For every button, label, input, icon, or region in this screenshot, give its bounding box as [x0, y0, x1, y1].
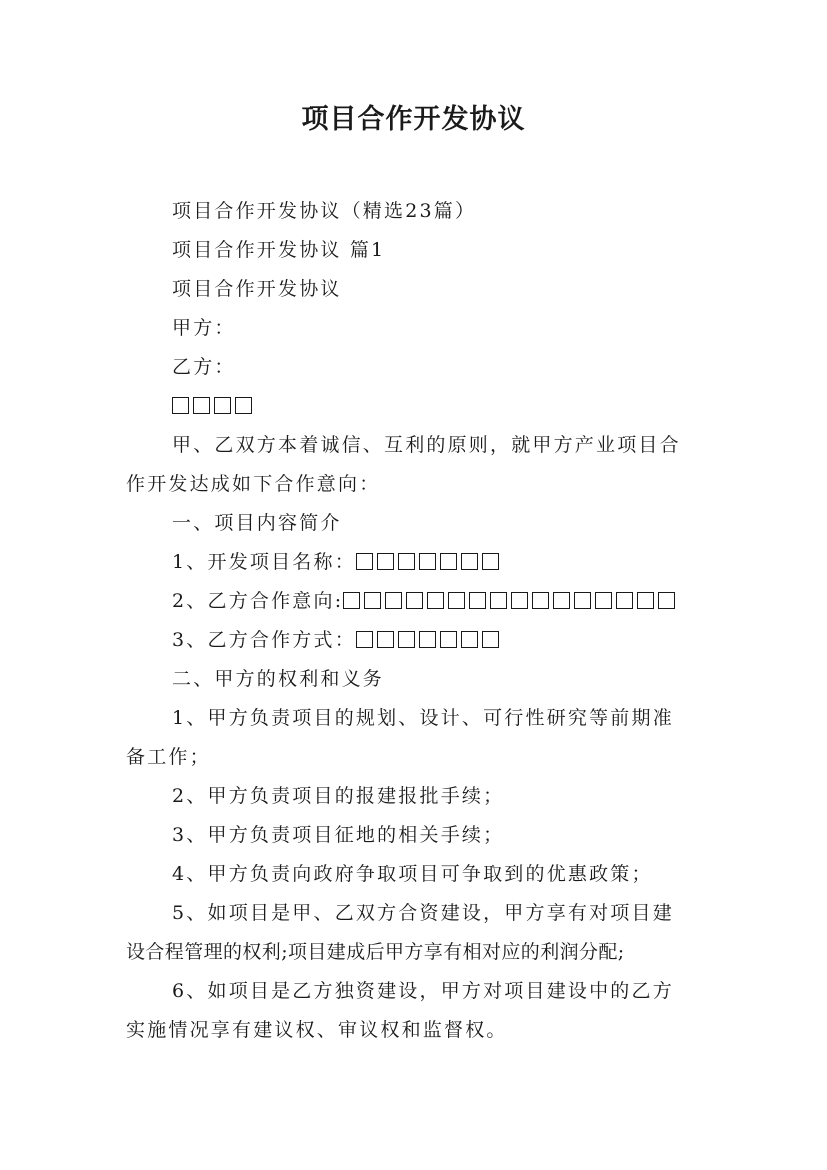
placeholder-box	[490, 592, 507, 609]
placeholder-box	[377, 553, 394, 570]
placeholder-boxes	[172, 393, 256, 419]
placeholder-boxes	[356, 549, 503, 575]
placeholder-box	[482, 553, 499, 570]
placeholder-box	[637, 592, 654, 609]
subtitle-line: 项目合作开发协议（精选23篇）	[172, 200, 477, 222]
party-b-line: 乙方：	[172, 356, 236, 378]
placeholder-box	[235, 397, 252, 414]
placeholder-box	[595, 592, 612, 609]
paragraph-line: 1、甲方负责项目的规划、设计、可行性研究等前期准	[172, 707, 674, 729]
placeholder-box	[658, 592, 675, 609]
placeholder-box	[461, 553, 478, 570]
paragraph-line: 2、甲方负责项目的报建报批手续；	[172, 785, 505, 807]
placeholder-box	[553, 592, 570, 609]
placeholder-box	[511, 592, 528, 609]
placeholder-box	[406, 592, 423, 609]
placeholder-box	[427, 592, 444, 609]
placeholder-box	[398, 553, 415, 570]
paragraph-line: 甲、乙双方本着诚信、互利的原则，就甲方产业项目合	[172, 434, 681, 456]
project-name-label: 1、开发项目名称：	[172, 551, 356, 573]
placeholder-box	[532, 592, 549, 609]
placeholder-box	[419, 553, 436, 570]
paragraph-line: 6、如项目是乙方独资建设，甲方对项目建设中的乙方	[172, 980, 674, 1002]
placeholder-boxes	[343, 588, 679, 614]
placeholder-box	[398, 631, 415, 648]
placeholder-box	[214, 397, 231, 414]
cooperation-intent-label: 2、乙方合作意向:	[172, 590, 344, 612]
paragraph-line: 备工作；	[126, 746, 211, 768]
placeholder-box	[469, 592, 486, 609]
project-name-line	[172, 549, 503, 575]
paragraph-line: 5、如项目是甲、乙双方合资建设，甲方享有对项目建	[172, 902, 674, 924]
placeholder-box	[356, 631, 373, 648]
section-heading-line: 一、项目内容简介	[172, 512, 342, 534]
document-title: 项目合作开发协议	[301, 104, 526, 135]
section-heading-line: 二、甲方的权利和义务	[172, 668, 385, 690]
placeholder-box	[440, 631, 457, 648]
placeholder-box	[574, 592, 591, 609]
placeholder-box	[616, 592, 633, 609]
placeholder-box	[461, 631, 478, 648]
paragraph-line: 3、甲方负责项目征地的相关手续；	[172, 824, 505, 846]
cooperation-mode-line	[172, 627, 503, 653]
cooperation-mode-label: 3、乙方合作方式：	[172, 629, 356, 651]
paragraph-line: 4、甲方负责向政府争取项目可争取到的优惠政策；	[172, 863, 653, 885]
placeholder-box	[193, 397, 210, 414]
placeholder-box	[385, 592, 402, 609]
placeholder-box	[419, 631, 436, 648]
placeholder-box	[482, 631, 499, 648]
paragraph-line: 实施情况享有建议权、审议权和监督权。	[126, 1019, 508, 1041]
paragraph-line: 设合程管理的权利;项目建成后甲方享有相对应的利润分配;	[126, 941, 625, 963]
agreement-name-line: 项目合作开发协议	[172, 278, 342, 300]
placeholder-box	[343, 592, 360, 609]
placeholder-boxes	[356, 627, 503, 653]
section-heading-line: 项目合作开发协议 篇1	[172, 239, 386, 261]
placeholder-box	[448, 592, 465, 609]
placeholder-box	[172, 397, 189, 414]
paragraph-line: 作开发达成如下合作意向：	[126, 473, 381, 495]
placeholder-box	[377, 631, 394, 648]
cooperation-intent-line	[172, 588, 679, 614]
placeholder-box	[364, 592, 381, 609]
placeholder-box-row	[172, 393, 256, 419]
placeholder-box	[356, 553, 373, 570]
party-a-line: 甲方：	[172, 317, 236, 339]
placeholder-box	[440, 553, 457, 570]
